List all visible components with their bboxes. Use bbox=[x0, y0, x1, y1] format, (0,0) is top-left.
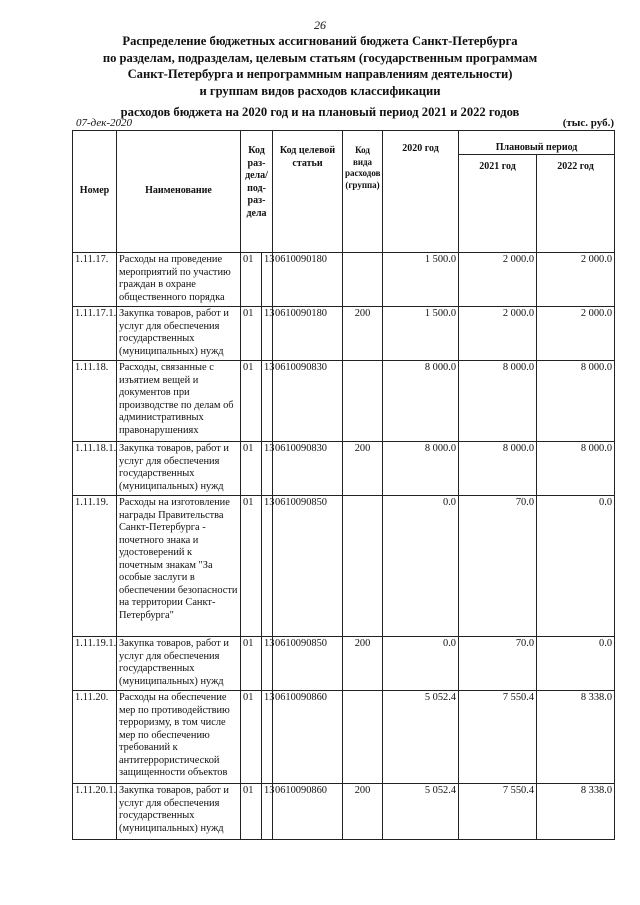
row-target-code: 0610090180 bbox=[273, 307, 343, 361]
row-subsection: 13 bbox=[262, 307, 273, 361]
row-value-2020: 5 052.4 bbox=[383, 691, 459, 784]
row-number: 1.11.17.1. bbox=[73, 307, 117, 361]
row-value-2020: 8 000.0 bbox=[383, 361, 459, 442]
row-value-2021: 70.0 bbox=[459, 496, 537, 637]
header-planned-period: Плановый период bbox=[459, 131, 615, 155]
row-value-2022: 8 338.0 bbox=[537, 784, 615, 840]
row-target-code: 0610090850 bbox=[273, 496, 343, 637]
table-row bbox=[73, 784, 615, 840]
header-name: Наименование bbox=[117, 131, 241, 253]
row-value-2022: 8 000.0 bbox=[537, 361, 615, 442]
header-number: Номер bbox=[73, 131, 117, 253]
row-number: 1.11.20. bbox=[73, 691, 117, 784]
table-row bbox=[73, 442, 615, 496]
table-row bbox=[73, 496, 615, 637]
row-name: Расходы на обеспечение мер по противодействию терроризму, в том числе мер по обеспечению требований к антитеррористической защищенности объектов bbox=[117, 691, 241, 784]
row-name: Закупка товаров, работ и услуг для обеспечения государственных (муниципальных) нужд bbox=[117, 307, 241, 361]
title-line-1: Распределение бюджетных ассигнований бюджета Санкт-Петербурга bbox=[122, 34, 518, 48]
row-name: Расходы на проведение мероприятий по участию граждан в охране общественного порядка bbox=[117, 253, 241, 307]
table-row bbox=[73, 637, 615, 691]
row-name: Расходы на изготовление награды Правительства Санкт-Петербурга - почетного знака и удостоверений к почетным знакам "За особые заслуги в обеспечении безопасности на территории Санкт-Петербурга" bbox=[117, 496, 241, 637]
row-value-2021: 7 550.4 bbox=[459, 691, 537, 784]
row-expense-type: 200 bbox=[343, 784, 383, 840]
header-2022: 2022 год bbox=[537, 155, 615, 253]
row-expense-type bbox=[343, 253, 383, 307]
row-section: 01 bbox=[241, 253, 262, 307]
row-target-code: 0610090830 bbox=[273, 442, 343, 496]
header-2021: 2021 год bbox=[459, 155, 537, 253]
row-expense-type bbox=[343, 691, 383, 784]
row-subsection: 13 bbox=[262, 496, 273, 637]
row-number: 1.11.17. bbox=[73, 253, 117, 307]
row-value-2020: 1 500.0 bbox=[383, 253, 459, 307]
row-name: Закупка товаров, работ и услуг для обеспечения государственных (муниципальных) нужд bbox=[117, 442, 241, 496]
row-number: 1.11.19.1. bbox=[73, 637, 117, 691]
document-date: 07-дек-2020 bbox=[76, 117, 133, 129]
row-value-2020: 0.0 bbox=[383, 496, 459, 637]
row-value-2022: 0.0 bbox=[537, 637, 615, 691]
row-value-2022: 0.0 bbox=[537, 496, 615, 637]
table-row bbox=[73, 361, 615, 442]
row-value-2020: 8 000.0 bbox=[383, 442, 459, 496]
row-value-2022: 2 000.0 bbox=[537, 307, 615, 361]
page-number: 26 bbox=[314, 18, 326, 32]
row-value-2021: 8 000.0 bbox=[459, 442, 537, 496]
row-value-2021: 2 000.0 bbox=[459, 307, 537, 361]
row-target-code: 0610090180 bbox=[273, 253, 343, 307]
row-subsection: 13 bbox=[262, 442, 273, 496]
row-target-code: 0610090860 bbox=[273, 691, 343, 784]
header-expense-type: Код вида расходов (группа) bbox=[343, 131, 383, 253]
row-expense-type: 200 bbox=[343, 637, 383, 691]
row-number: 1.11.20.1. bbox=[73, 784, 117, 840]
row-section: 01 bbox=[241, 361, 262, 442]
row-subsection: 13 bbox=[262, 253, 273, 307]
title-line-3: Санкт-Петербурга и непрограммным направлениям деятельности) bbox=[127, 67, 513, 81]
row-expense-type: 200 bbox=[343, 442, 383, 496]
row-target-code: 0610090830 bbox=[273, 361, 343, 442]
row-expense-type bbox=[343, 361, 383, 442]
budget-table bbox=[72, 130, 615, 840]
table-row bbox=[73, 307, 615, 361]
title-line-5: расходов бюджета на 2020 год и на плановый период 2021 и 2022 годов bbox=[120, 105, 520, 119]
row-value-2022: 8 000.0 bbox=[537, 442, 615, 496]
row-section: 01 bbox=[241, 496, 262, 637]
row-name: Расходы, связанные с изъятием вещей и документов при производстве по делам об административных правонарушениях bbox=[117, 361, 241, 442]
row-value-2021: 7 550.4 bbox=[459, 784, 537, 840]
row-target-code: 0610090860 bbox=[273, 784, 343, 840]
row-value-2022: 8 338.0 bbox=[537, 691, 615, 784]
row-section: 01 bbox=[241, 691, 262, 784]
row-value-2021: 70.0 bbox=[459, 637, 537, 691]
row-target-code: 0610090850 bbox=[273, 637, 343, 691]
header-target-code: Код целевой статьи bbox=[273, 131, 343, 253]
row-section: 01 bbox=[241, 637, 262, 691]
title-line-4: и группам видов расходов классификации bbox=[199, 83, 441, 98]
row-value-2020: 1 500.0 bbox=[383, 307, 459, 361]
row-subsection: 13 bbox=[262, 784, 273, 840]
document-title bbox=[90, 33, 550, 121]
row-subsection: 13 bbox=[262, 361, 273, 442]
row-section: 01 bbox=[241, 784, 262, 840]
row-value-2021: 2 000.0 bbox=[459, 253, 537, 307]
header-2020: 2020 год bbox=[383, 131, 459, 253]
table-row bbox=[73, 691, 615, 784]
row-subsection: 13 bbox=[262, 637, 273, 691]
row-subsection: 13 bbox=[262, 691, 273, 784]
row-expense-type: 200 bbox=[343, 307, 383, 361]
title-line-2: по разделам, подразделам, целевым статьям (государственным программам bbox=[102, 50, 538, 65]
header-section-code: Код раз-дела/ под-раз-дела bbox=[241, 131, 273, 253]
units-label: (тыс. руб.) bbox=[562, 117, 614, 129]
row-value-2020: 0.0 bbox=[383, 637, 459, 691]
table-row bbox=[73, 253, 615, 307]
row-number: 1.11.18.1. bbox=[73, 442, 117, 496]
row-value-2021: 8 000.0 bbox=[459, 361, 537, 442]
row-section: 01 bbox=[241, 442, 262, 496]
row-expense-type bbox=[343, 496, 383, 637]
row-section: 01 bbox=[241, 307, 262, 361]
row-value-2020: 5 052.4 bbox=[383, 784, 459, 840]
row-name: Закупка товаров, работ и услуг для обеспечения государственных (муниципальных) нужд bbox=[117, 637, 241, 691]
row-number: 1.11.18. bbox=[73, 361, 117, 442]
row-number: 1.11.19. bbox=[73, 496, 117, 637]
row-name: Закупка товаров, работ и услуг для обеспечения государственных (муниципальных) нужд bbox=[117, 784, 241, 840]
row-value-2022: 2 000.0 bbox=[537, 253, 615, 307]
